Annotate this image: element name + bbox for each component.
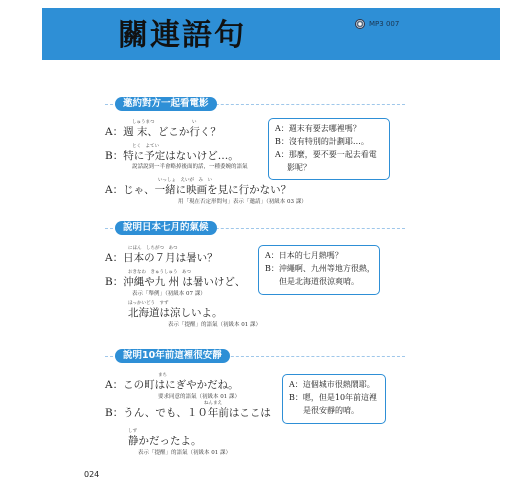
translation-line: 影呢？ bbox=[287, 163, 311, 172]
translation-line: 是很安靜的唷。 bbox=[303, 406, 359, 415]
dialogue-line: B：うん、でも、１０年前はここは bbox=[105, 407, 271, 419]
page-number: 024 bbox=[84, 470, 100, 479]
translation-line: 但是北海道很涼爽唷。 bbox=[279, 277, 359, 286]
mp3-label: MP3 007 bbox=[369, 20, 400, 28]
ruby: しず bbox=[128, 429, 137, 434]
dialogue-line: 北海道は涼しいよ。 bbox=[128, 307, 223, 319]
ruby: おきなわ きゅうしゅう あつ bbox=[128, 270, 191, 275]
translation-line: B：沖繩啊、九州等地方很熱， bbox=[265, 264, 375, 273]
ruby: ねんまえ bbox=[204, 401, 222, 406]
translation-box bbox=[268, 118, 390, 180]
dialogue-line: B：沖縄や九 州 は暑いけど、 bbox=[105, 276, 246, 288]
grammar-note: 用「現在否定形問句」表示「邀請」（初級本 03 課） bbox=[178, 199, 307, 205]
ruby: いっしょ えいが み い bbox=[158, 178, 212, 183]
dialogue-line: A：週 末、どこか行く？ bbox=[105, 126, 221, 138]
translation-box bbox=[258, 245, 380, 295]
ruby: しゅうまつ bbox=[132, 120, 155, 125]
grammar-note: 要求同意的語氣（初級本 01 課） bbox=[158, 394, 240, 400]
page-title: 關連語句 bbox=[118, 18, 246, 53]
ruby: にほん しちがつ あつ bbox=[128, 246, 178, 251]
dialogue-line: A：この町はにぎやかだね。 bbox=[105, 379, 239, 391]
section-heading: 說明10年前這裡很安靜 bbox=[115, 349, 230, 363]
header-band bbox=[42, 8, 500, 60]
translation-line: A：那麼，要不要一起去看電 bbox=[275, 150, 377, 159]
grammar-note: 表示「舉例」（初級本 07 課） bbox=[132, 291, 206, 297]
ruby: ほっかいどう すず bbox=[128, 301, 169, 306]
ruby: い bbox=[192, 120, 197, 125]
translation-box bbox=[282, 374, 386, 424]
translation-line: A：這個城市很熱鬧耶。 bbox=[289, 380, 375, 389]
section-heading: 邀約對方一起看電影 bbox=[115, 97, 217, 111]
ruby: まち bbox=[158, 373, 167, 378]
grammar-note: 表示「提醒」的語氣（初級本 01 課） bbox=[168, 322, 261, 328]
translation-line: A：日本的七月熱嗎？ bbox=[265, 251, 343, 260]
cd-icon bbox=[355, 19, 365, 29]
translation-line: A：週末有要去哪裡嗎？ bbox=[275, 124, 361, 133]
dialogue-line: 静かだったよ。 bbox=[128, 435, 202, 447]
mp3-track bbox=[355, 18, 399, 30]
ruby: とく よてい bbox=[132, 144, 159, 149]
translation-line: B：嗯，但是10年前這裡 bbox=[289, 393, 378, 402]
dialogue-line: A：じゃ、一緒に映画を見に行かない？ bbox=[105, 184, 292, 196]
dialogue-line: A：日本の７月は暑い？ bbox=[105, 252, 218, 264]
grammar-note: 說話說到一半會略掉後面的話，一種委婉的語氣 bbox=[132, 164, 248, 170]
dialogue-line: B：特に予定はないけど…。 bbox=[105, 150, 239, 162]
grammar-note: 表示「提醒」的語氣（初級本 01 課） bbox=[138, 450, 231, 456]
section-heading: 說明日本七月的氣候 bbox=[115, 221, 217, 235]
translation-line: B：沒有特別的計劃耶…。 bbox=[275, 137, 369, 146]
